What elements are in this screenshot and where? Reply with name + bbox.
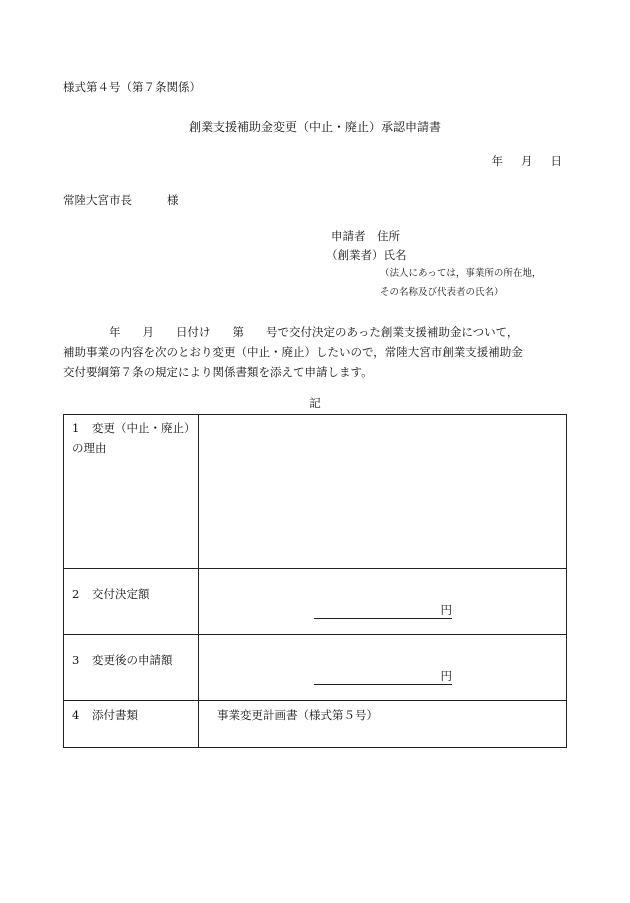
body-month: 月 <box>142 325 154 339</box>
date-year: 年 <box>491 154 503 168</box>
attachments-value: 事業変更計画書（様式第５号） <box>217 708 378 722</box>
reason-value-cell[interactable] <box>199 415 567 569</box>
date-line <box>492 156 563 168</box>
body-year: 年 <box>109 325 121 339</box>
form-number: 様式第４号（第７条関係） <box>63 80 201 94</box>
reason-label-cell <box>64 415 199 569</box>
addressee-name: 常陸大宮市長 <box>63 193 132 207</box>
yen-unit: 円 <box>440 669 452 683</box>
attachments-value-cell <box>199 701 567 748</box>
body-dai: 第 <box>232 325 244 339</box>
request-body-line-1 <box>63 322 523 342</box>
date-month: 月 <box>521 154 533 168</box>
row-number: 1 <box>72 421 80 435</box>
table-row <box>64 635 567 701</box>
row-label: 交付決定額 <box>92 587 150 601</box>
row-number: 4 <box>72 708 80 722</box>
row-number: 3 <box>72 653 80 667</box>
request-body <box>63 322 523 382</box>
body-rest-1: 号で交付決定のあった創業支援補助金について， <box>266 325 519 339</box>
grant-amount-label-cell <box>64 569 199 635</box>
row-number: 2 <box>72 587 80 601</box>
row-label: 変更後の申請額 <box>92 653 173 667</box>
amount-underline <box>314 605 452 619</box>
changed-amount-label-cell <box>64 635 199 701</box>
ki-heading: 記 <box>309 396 321 410</box>
document-title: 創業支援補助金変更（中止・廃止）承認申請書 <box>188 120 441 134</box>
applicant-note-2: その名称及び代表者の氏名） <box>380 287 504 298</box>
body-date-suffix: 日付け <box>176 325 211 339</box>
row-label: 変更（中止・廃止） <box>92 421 196 435</box>
table-row <box>64 415 567 569</box>
addressee <box>63 195 179 207</box>
applicant-note-1: （法人にあっては，事業所の所在地， <box>380 268 542 279</box>
row-label: 添付書類 <box>92 708 138 722</box>
table-row <box>64 701 567 748</box>
applicant-name-label: （創業者）氏名 <box>326 248 407 262</box>
table-row <box>64 569 567 635</box>
row-label-sub: の理由 <box>72 440 107 455</box>
grant-amount-value-cell[interactable] <box>199 569 567 635</box>
date-day: 日 <box>550 154 562 168</box>
applicant-address-label: 申請者 住所 <box>331 229 400 243</box>
changed-amount-value-cell[interactable] <box>199 635 567 701</box>
details-table <box>63 414 567 748</box>
amount-underline <box>314 671 452 685</box>
addressee-honorific: 様 <box>167 193 179 207</box>
attachments-label-cell <box>64 701 199 748</box>
request-body-line-3: 交付要綱第７条の規定により関係書類を添えて申請します。 <box>63 365 373 379</box>
yen-unit: 円 <box>440 603 452 617</box>
request-body-line-2: 補助事業の内容を次のとおり変更（中止・廃止）したいので，常陸大宮市創業支援補助金 <box>63 345 523 359</box>
